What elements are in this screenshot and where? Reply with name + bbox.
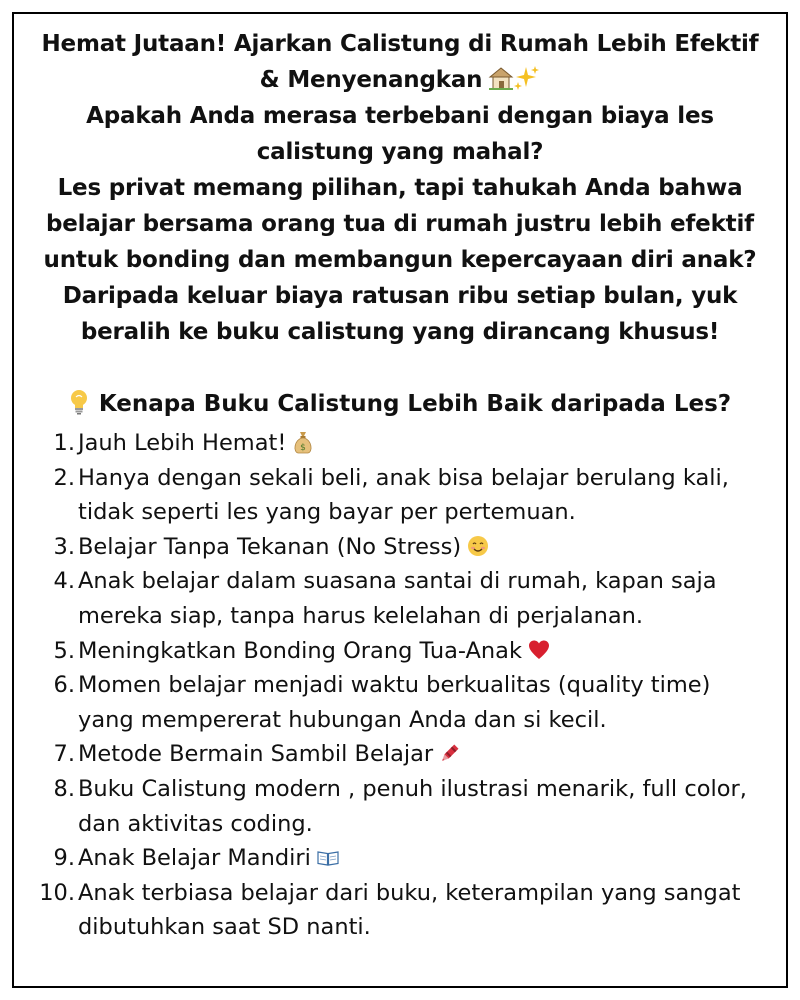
- list-item: [14, 841, 786, 876]
- intro-question: Apakah Anda merasa terbebani dengan biaya les calistung yang mahal?: [86, 103, 714, 165]
- list-item-text: Belajar Tanpa Tekanan (No Stress): [78, 530, 758, 565]
- list-item: [14, 772, 786, 841]
- crayon-icon: [439, 741, 461, 765]
- list-item-text: Momen belajar menjadi waktu berkualitas (quality time) yang mempererat hubungan Anda dan si kecil.: [78, 672, 711, 733]
- light-bulb-icon: [69, 389, 89, 415]
- intro-title: Hemat Jutaan! Ajarkan Calistung di Rumah Lebih Efektif & Menyenangkan: [41, 31, 759, 93]
- list-item-number: 1.: [53, 430, 75, 456]
- list-item-text: Metode Bermain Sambil Belajar: [78, 737, 758, 772]
- list-item: [14, 426, 786, 461]
- svg-text:$: $: [300, 443, 307, 453]
- list-item-text: Anak belajar dalam suasana santai di rumah, kapan saja mereka siap, tanpa harus kelelahan di perjalanan.: [78, 568, 717, 629]
- list-item-number: 8.: [53, 775, 75, 802]
- list-item: [14, 737, 786, 772]
- list-item-number: 3.: [53, 533, 75, 560]
- list-item-number: 7.: [53, 741, 75, 768]
- list-item-text: Anak terbiasa belajar dari buku, keterampilan yang sangat dibutuhkan saat SD nanti.: [78, 879, 741, 941]
- list-item-text: Buku Calistung modern , penuh ilustrasi menarik, full color, dan aktivitas coding.: [78, 775, 747, 837]
- list-item-number: 9.: [53, 845, 75, 872]
- list-item-number: 6.: [53, 672, 75, 699]
- smiling-face-icon: [467, 534, 489, 558]
- section-heading-text: Kenapa Buku Calistung Lebih Baik daripada Les?: [98, 391, 732, 417]
- section-heading: [14, 386, 786, 422]
- intro-body: Les privat memang pilihan, tapi tahukah Anda bahwa belajar bersama orang tua di rumah justru lebih efektif untuk bonding dan membangun kepercayaan diri anak? Daripada keluar biaya ratusan ribu setiap bulan, yuk beralih ke buku calistung yang dirancang khusus!: [43, 175, 757, 345]
- list-item: [14, 634, 786, 669]
- red-heart-icon: [528, 638, 550, 662]
- list-item-text: Anak Belajar Mandiri: [78, 841, 758, 876]
- open-book-icon: [317, 845, 339, 869]
- post-card: [12, 12, 788, 988]
- list-item: [14, 530, 786, 565]
- list-item-number: 5.: [53, 637, 75, 664]
- intro-block: [40, 26, 760, 350]
- list-item-text: Hanya dengan sekali beli, anak bisa belajar berulang kali, tidak seperti les yang bayar per pertemuan.: [78, 464, 729, 526]
- list-item-text: Jauh Lebih Hemat! $: [78, 426, 758, 461]
- list-item-text: Meningkatkan Bonding Orang Tua-Anak: [78, 634, 758, 669]
- money-bag-icon: [292, 430, 314, 454]
- list-item-number: 10.: [39, 879, 75, 906]
- list-item-number: 2.: [53, 464, 75, 491]
- list-item: [14, 876, 786, 945]
- house-sparkles-icon: [488, 65, 540, 91]
- list-item-number: 4.: [53, 568, 75, 595]
- benefits-list: [14, 426, 786, 945]
- list-item: [14, 461, 786, 530]
- list-item: [14, 564, 786, 633]
- list-item: [14, 668, 786, 737]
